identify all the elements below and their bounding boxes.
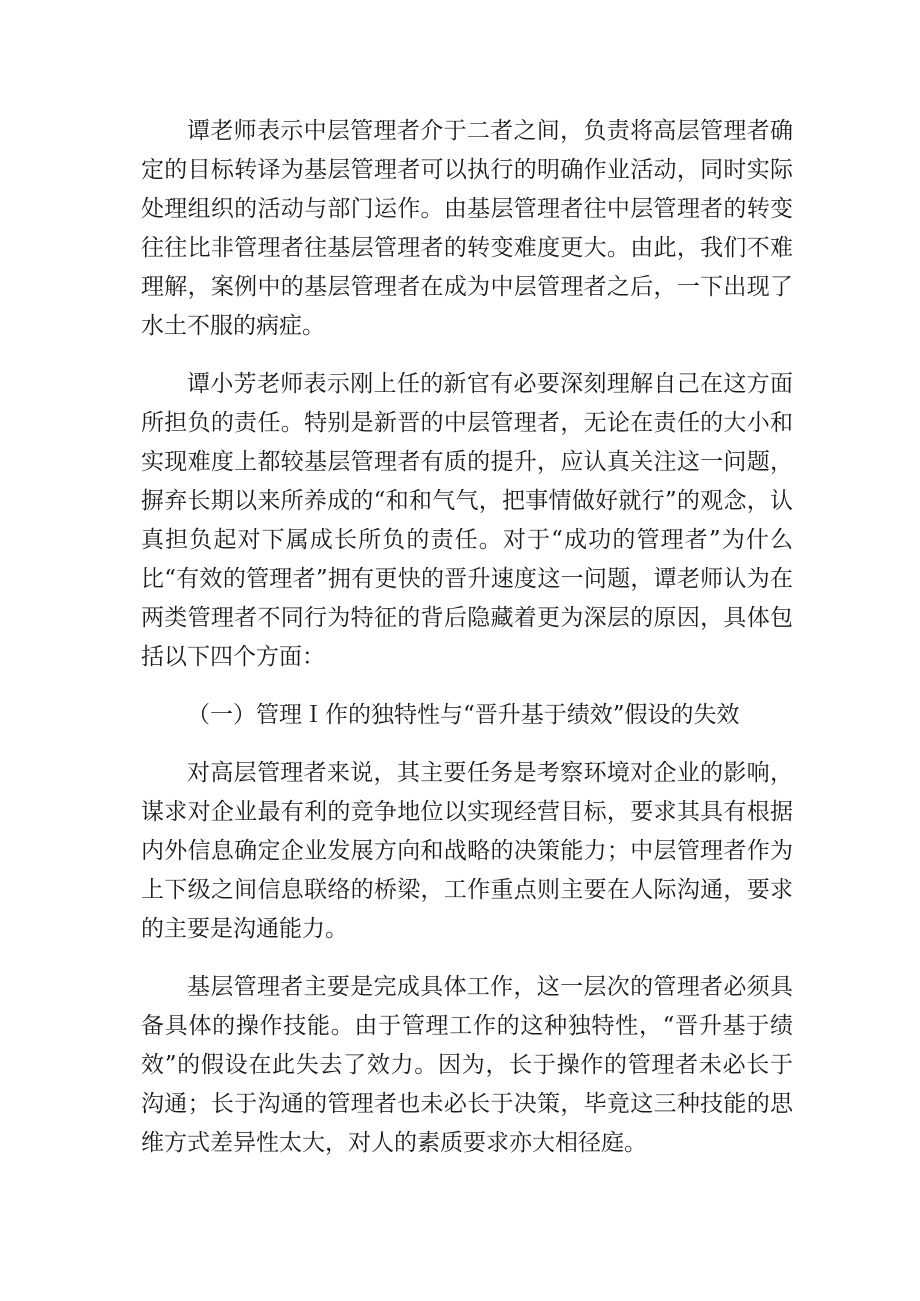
- section-heading-1: （一）管理Ｉ作的独特性与“晋升基于绩效”假设的失效: [187, 702, 740, 728]
- paragraph-grassroots-managers: 基层管理者主要是完成具体工作，这一层次的管理者必须具备具体的操作技能。由于管理工作的这种独特性，“晋升基于绩效”的假设在此失去了效力。因为，长于操作的管理者未必长于沟通；长于沟通的管理者也未必长于决策，毕竟这三种技能的思维方式差异性太大，对人的素质要求亦大相径庭。: [141, 974, 793, 1156]
- paragraph-senior-managers: 对高层管理者来说，其主要任务是考察环境对企业的影响，谋求对企业最有利的竞争地位以实现经营目标，要求其具有根据内外信息确定企业发展方向和战略的决策能力；中层管理者作为上下级之间信息联络的桥梁，工作重点则主要在人际沟通，要求的主要是沟通能力。: [141, 760, 793, 942]
- paragraph-new-officials: 谭小芳老师表示刚上任的新官有必要深刻理解自己在这方面所担负的责任。特别是新晋的中层管理者，无论在责任的大小和实现难度上都较基层管理者有质的提升，应认真关注这一问题，摒弃长期以来所养成的“和和气气，把事情做好就行”的观念，认真担负起对下属成长所负的责任。对于“成功的管理者”为什么比“有效的管理者”拥有更快的晋升速度这一问题，谭老师认为在两类管理者不同行为特征的背后隐藏着更为深层的原因，具体包括以下四个方面：: [141, 371, 793, 670]
- paragraph-middle-managers: 谭老师表示中层管理者介于二者之间，负责将高层管理者确定的目标转译为基层管理者可以执行的明确作业活动，同时实际处理组织的活动与部门运作。由基层管理者往中层管理者的转变往往比非管理者往基层管理者的转变难度更大。由此，我们不难理解，案例中的基层管理者在成为中层管理者之后，一下出现了水土不服的病症。: [141, 118, 793, 339]
- document-body: [141, 112, 793, 1182]
